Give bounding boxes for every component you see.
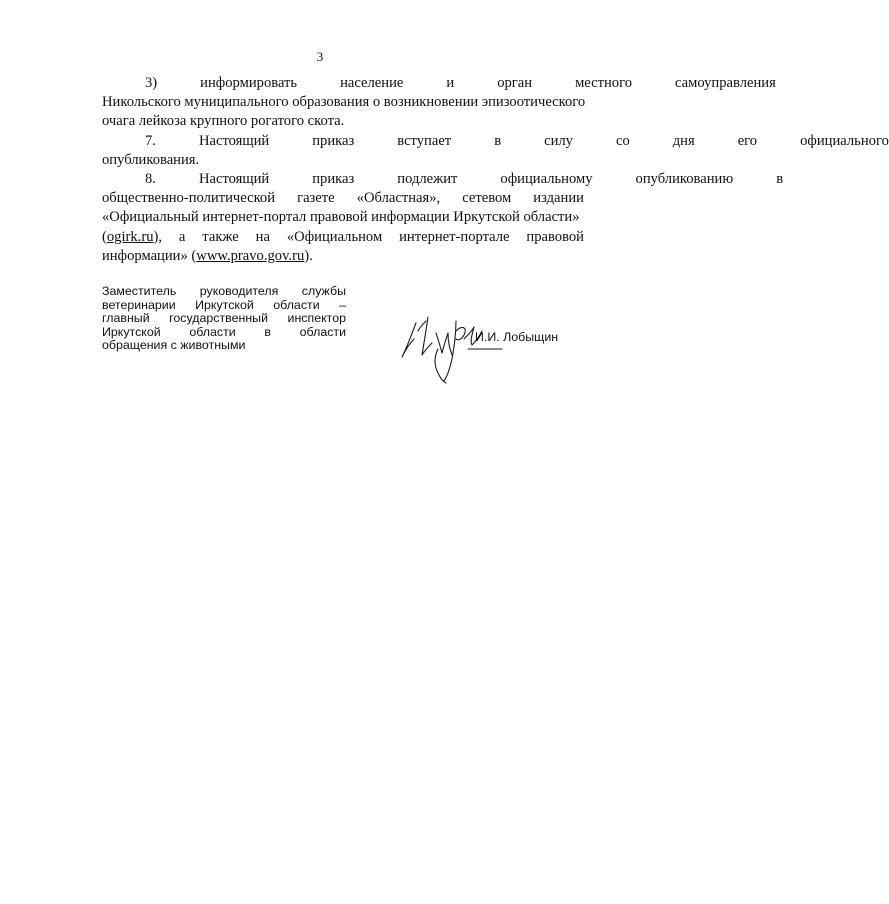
word: Настоящий: [198, 132, 270, 149]
text-line: Никольского муниципального образования о возникновении эпизоотического: [102, 94, 586, 111]
paragraph-8: [102, 170, 784, 189]
paragraph-7: [102, 132, 889, 151]
word: ветеринарии: [102, 297, 176, 312]
paragraph-item-3: [102, 74, 776, 93]
text-line: [102, 247, 584, 266]
word: 7.: [145, 132, 156, 149]
word: Иркутской: [195, 297, 254, 312]
text-line: [102, 170, 784, 189]
word: и: [446, 75, 455, 91]
word: инспектор: [287, 311, 346, 325]
word: Заместитель: [102, 284, 177, 298]
word: газете: [297, 190, 335, 207]
word: местного: [575, 75, 633, 91]
word: дня: [672, 132, 695, 149]
text-line: [102, 228, 584, 247]
word: также: [202, 228, 239, 245]
title-line: [102, 312, 346, 326]
word: Настоящий: [198, 171, 270, 188]
title-line: [102, 299, 346, 313]
word: со: [615, 132, 630, 149]
title-line: [102, 326, 346, 340]
text-line: очага лейкоза крупного рогатого скота.: [102, 113, 345, 130]
word: а: [178, 228, 186, 245]
word: «Официальном: [286, 228, 383, 245]
word: 8.: [145, 171, 156, 188]
word: главный: [102, 311, 150, 325]
word: его: [737, 132, 758, 149]
paren: (: [102, 228, 107, 245]
handwritten-signature: [398, 309, 502, 385]
word: правовой: [526, 228, 584, 245]
word: 3): [145, 75, 158, 91]
word: силу: [544, 132, 573, 149]
word: на: [255, 228, 270, 245]
word: орган: [497, 75, 533, 91]
link-group: [102, 228, 162, 247]
signatory-title: [102, 285, 346, 353]
word: население: [340, 75, 404, 91]
word: информировать: [200, 75, 298, 91]
word: опубликованию: [635, 171, 734, 188]
word: официального: [800, 132, 889, 149]
text-line: [102, 132, 889, 151]
word: Иркутской: [102, 324, 161, 339]
word: руководителя: [199, 284, 279, 298]
word: в: [494, 132, 502, 149]
word: –: [339, 297, 346, 312]
document-body: [102, 74, 889, 266]
word: государственный: [169, 311, 269, 325]
text-fragment: ).: [304, 247, 313, 264]
word: области: [189, 324, 236, 339]
word: приказ: [312, 171, 355, 188]
text-line: [102, 74, 776, 93]
pravo-link[interactable]: www.pravo.gov.ru: [196, 247, 305, 264]
word: самоуправления: [675, 75, 776, 91]
text-line: опубликования.: [102, 151, 200, 168]
signatory-name: И.И. Лобыщин: [475, 330, 559, 344]
title-line: обращения с животными: [102, 338, 246, 352]
word: в: [264, 324, 271, 339]
word: общественно-политической: [102, 190, 276, 207]
word: сетевом: [462, 190, 512, 207]
paren: ),: [153, 228, 163, 245]
word: вступает: [397, 132, 452, 149]
title-line: [102, 285, 346, 299]
word: издании: [533, 190, 584, 207]
word: интернет-портале: [399, 228, 510, 245]
text-line: «Официальный интернет-портал правовой информации Иркутской области»: [102, 209, 580, 226]
word: области: [273, 297, 320, 312]
word: области: [299, 324, 346, 339]
word: подлежит: [397, 171, 458, 188]
ogirk-link[interactable]: ogirk.ru: [106, 228, 154, 245]
word: в: [776, 171, 784, 188]
text-fragment: информации» (: [102, 247, 197, 264]
word: службы: [301, 284, 346, 298]
word: приказ: [312, 132, 355, 149]
word: официальному: [500, 171, 593, 188]
text-line: [102, 189, 584, 208]
page-number: 3: [316, 49, 324, 64]
word: «Областная»,: [356, 190, 441, 207]
